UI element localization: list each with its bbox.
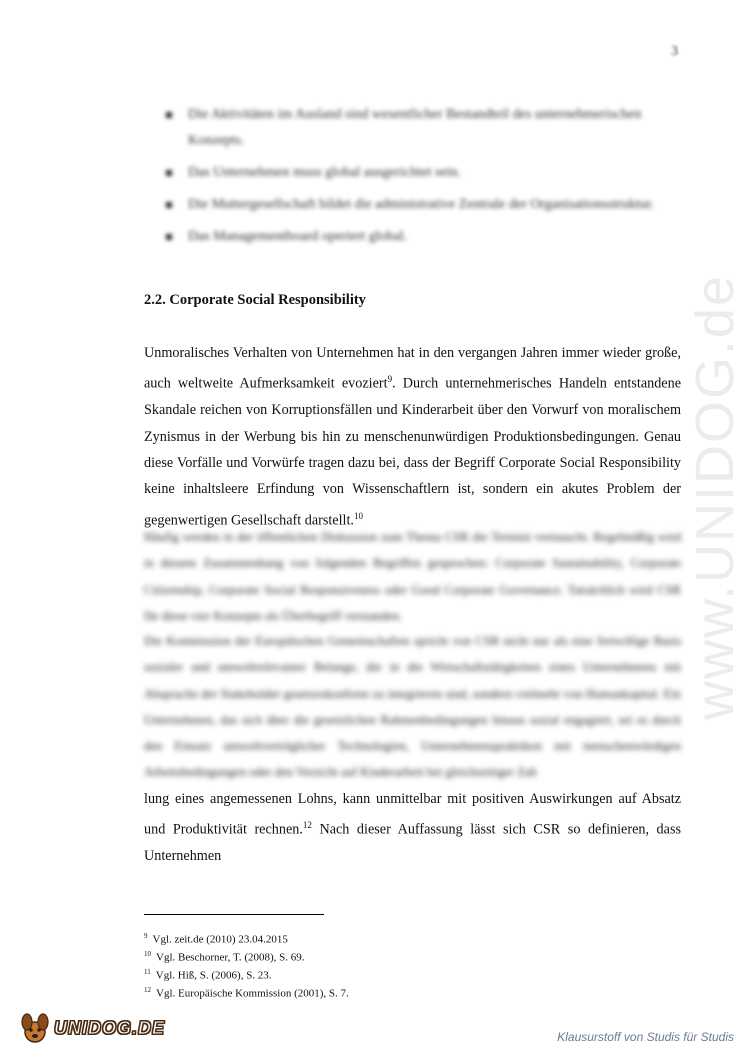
body-paragraph: Unmoralisches Verhalten von Unternehmen hat in den vergangen Jahren immer wieder große, auch weltweite Aufmerksamkeit evoziert$^9$. Durch unternehmerisches Handeln entstandene Skandale reichen von Korruptionsfällen und Kinderarbeit über den Vorwurf von moralischem Zynismus in der Werbung bis hin zu menschenunwürdigen Produktionsbedingungen. Genau diese Vorfälle und Vorwürfe tragen dazu bei, dass der Begriff Corporate Social Responsibility keine inhaltsleere Erfindung von Wissenschaftlern ist, sondern ein akutes Problem der gegenwertigen Gesellschaft darstellt.$^{10}$ (144, 345, 681, 529)
bullet-icon (166, 234, 172, 240)
footnote-ref: 12 (302, 820, 312, 831)
bullet-icon (166, 112, 172, 118)
blurred-paragraph: Die Kommission der Europäischen Gemeinschaften spricht von CSR nicht nur als eine freiwillige Basis sozialer und umweltrelevanter Belange, die in die Wirtschaftstätigkeiten eines Unternehmens mit Absprache der Stakeholder gesetzeskonform zu integrieren sind, sondern vielmehr von Humankapital. Ein Unternehmen, das sich über die gesetzlichen Rahmenbedingungen hinaus sozial engagiert, sei es durch den Einsatz umweltverträglicher Technologien, Unternehmenspraktiken mit menschenwürdigen Arbeitsbedingungen oder den Verzicht auf Kinderarbeit bei gleichzeitiger Zah (144, 634, 681, 780)
body-paragraph-tail: lung eines angemessenen Lohns, kann unmittelbar mit positiven Auswirkungen auf Absatz und Produktivität rechnen.$^{12}$ Nach dieser Auffassung lässt sich CSR so definieren, dass Unternehmen (144, 791, 681, 865)
page-number: 3 (671, 44, 678, 59)
blurred-paragraph: Häufig werden in der öffentlichen Diskussion zum Thema CSR die Termini vertauscht. Regelmäßig wird in diesem Zusammenhang von folgenden Begriffen gesprochen: Corporate Sustainability, Corporate Citizenship, Corporate Social Responsiveness oder Good Corporate Governance. Tatsächlich wird CSR für diese vier Konzepte als Überbegriff verstanden. (144, 530, 681, 623)
footnote-ref: 10 (353, 510, 363, 521)
footnote: $^{11}$ Vgl. Hiß, S. (2006), S. 23. (144, 968, 272, 982)
logo-text: UNIDOG.DE (54, 1017, 166, 1038)
section-heading: 2.2. Corporate Social Responsibility (144, 292, 366, 308)
list-item: Die Aktivitäten im Ausland sind wesentlicher Bestandteil des unternehmerischen Konzepts. (160, 102, 680, 154)
bullet-icon (166, 202, 172, 208)
bullet-list (160, 102, 680, 256)
footnote-divider (144, 914, 324, 915)
footer-slogan: Klausurstoff von Studis für Studis (557, 1030, 734, 1044)
list-item: Die Muttergesellschaft bildet die administrative Zentrale der Organisationsstruktur. (160, 192, 680, 218)
dog-icon (20, 1012, 50, 1044)
footnote: $^9$ Vgl. zeit.de (2010) 23.04.2015 (144, 932, 288, 946)
footnote: $^{12}$ Vgl. Europäische Kommission (2001), S. 7. (144, 986, 349, 1001)
unidog-logo[interactable] (20, 1012, 165, 1044)
watermark: www.UNIDOG.de (685, 273, 745, 720)
list-item: Das Unternehmen muss global ausgerichtet sein. (160, 160, 680, 186)
footnotes (144, 929, 349, 1002)
bullet-icon (166, 170, 172, 176)
footnote-ref: 9 (387, 374, 393, 385)
list-item: Das Managementboard operiert global. (160, 224, 680, 250)
footnote: $^{10}$ Vgl. Beschorner, T. (2008), S. 69. (144, 950, 305, 964)
